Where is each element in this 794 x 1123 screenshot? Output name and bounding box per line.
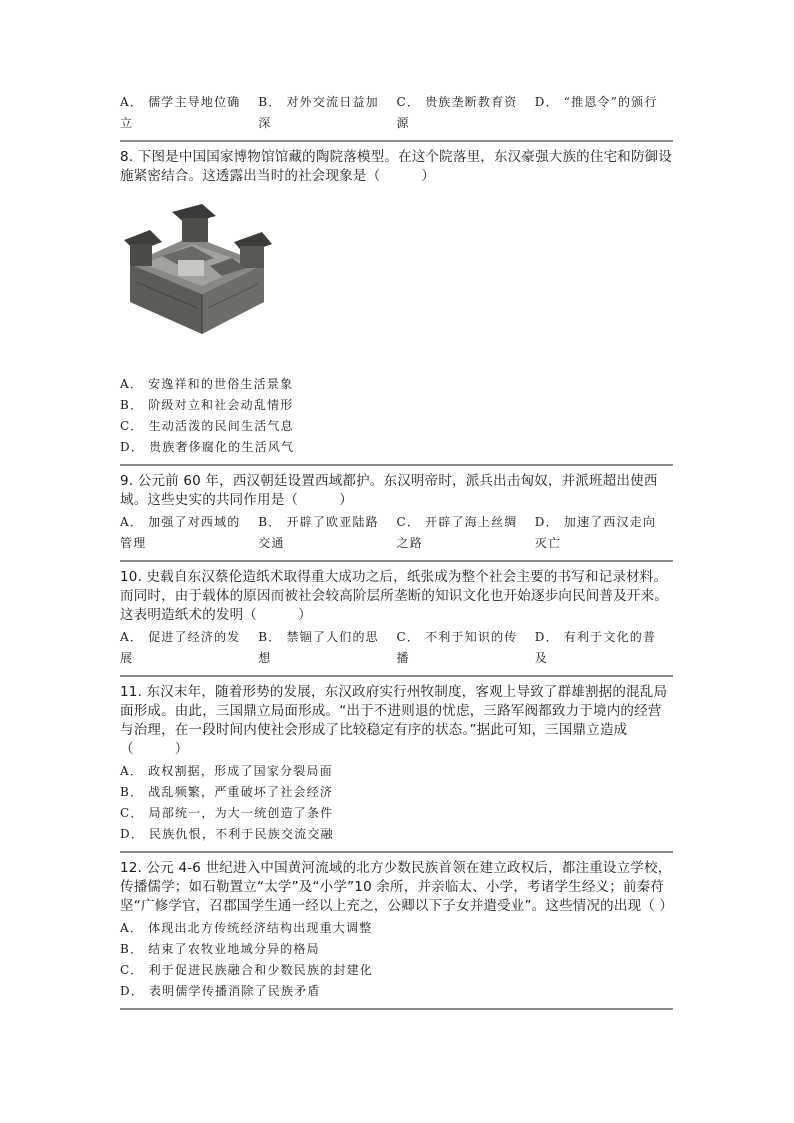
option-row [120,512,673,554]
question-8 [120,148,673,466]
option-c[interactable]: C． 生动活泼的民间生活气息 [120,419,294,433]
question-7-options [120,92,673,142]
option-a[interactable]: A． 儒学主导地位确立 [120,95,241,130]
option-a[interactable]: A． 政权割据，形成了国家分裂局面 [120,764,333,778]
option-c[interactable]: C． 局部统一，为大一统创造了条件 [120,806,334,820]
option-d[interactable]: D． 有利于文化的普及 [534,630,657,665]
question-12 [120,859,673,1010]
option-c[interactable]: C． 利于促进民族融合和少数民族的封建化 [120,963,373,977]
question-stem: 12. 公元 4-6 世纪进入中国黄河流域的北方少数民族首领在建立政权后，都注重设立学校，传播儒学；如石勒置立“太学”及“小学”10 余所，并亲临太、小学，考诸学生经义；前秦苻坚“广修学官，召郡国学生通一经以上充之，公卿以下子女并遣受业”。这些情况的出现（ ） [120,860,674,914]
question-10 [120,568,673,677]
option-c[interactable]: C． 不利于知识的传播 [396,630,518,665]
option-b[interactable]: B． 结束了农牧业地域分异的格局 [120,942,320,956]
option-row [120,627,673,669]
question-stem: 11. 东汉末年，随着形势的发展，东汉政府实行州牧制度，客观上导致了群雄割据的混乱局面形成。由此，三国鼎立局面形成。“出于不进则退的忧虑，三路军阀都致力于境内的经营与治理，在一段时间内使社会形成了比较稳定有序的状态。”据此可知，三国鼎立造成（ ） [120,684,668,757]
option-c[interactable]: C． 贵族垄断教育资源 [396,95,518,130]
option-d[interactable]: D． 民族仇恨，不利于民族交流交融 [120,827,334,841]
question-11 [120,683,673,853]
option-a[interactable]: A． 安逸祥和的世俗生活景象 [120,377,294,391]
option-a[interactable]: A． 体现出北方传统经济结构出现重大调整 [120,921,373,935]
option-a[interactable]: A． 加强了对西域的管理 [120,515,241,550]
option-d[interactable]: D． 贵族奢侈腐化的生活风气 [120,440,295,454]
question-9 [120,472,673,562]
question-stem: 9. 公元前 60 年，西汉朝廷设置西域都护。东汉明帝时，派兵出击匈奴，并派班超出使西域。这些史实的共同作用是（ ） [120,473,658,508]
option-b[interactable]: B． 开辟了欧亚陆路交通 [258,515,379,550]
option-b[interactable]: B． 战乱频繁，严重破坏了社会经济 [120,785,334,799]
exam-page [120,92,673,1016]
question-stem: 8. 下图是中国国家博物馆馆藏的陶院落模型。在这个院落里，东汉豪强大族的住宅和防御设施紧密结合。这透露出当时的社会现象是（ ） [120,149,673,184]
option-row [120,92,673,134]
pottery-courtyard-model-image [122,202,272,342]
option-d[interactable]: D． 加速了西汉走向灭亡 [534,515,657,550]
option-b[interactable]: B． 禁锢了人们的思想 [258,630,379,665]
option-a[interactable]: A． 促进了经济的发展 [120,630,241,665]
option-c[interactable]: C． 开辟了海上丝绸之路 [396,515,518,550]
question-stem: 10. 史载自东汉蔡伦造纸术取得重大成功之后，纸张成为整个社会主要的书写和记录材料。而同时，由于载体的原因而被社会较高阶层所垄断的知识文化也开始逐步向民间普及开来。这表明造纸术的发明（ ） [120,569,668,623]
option-d[interactable]: D． 表明儒学传播消除了民族矛盾 [120,984,321,998]
option-b[interactable]: B． 对外交流日益加深 [258,95,379,130]
option-b[interactable]: B． 阶级对立和社会动乱情形 [120,398,294,412]
option-d[interactable]: D． “推恩令”的颁行 [534,95,658,109]
